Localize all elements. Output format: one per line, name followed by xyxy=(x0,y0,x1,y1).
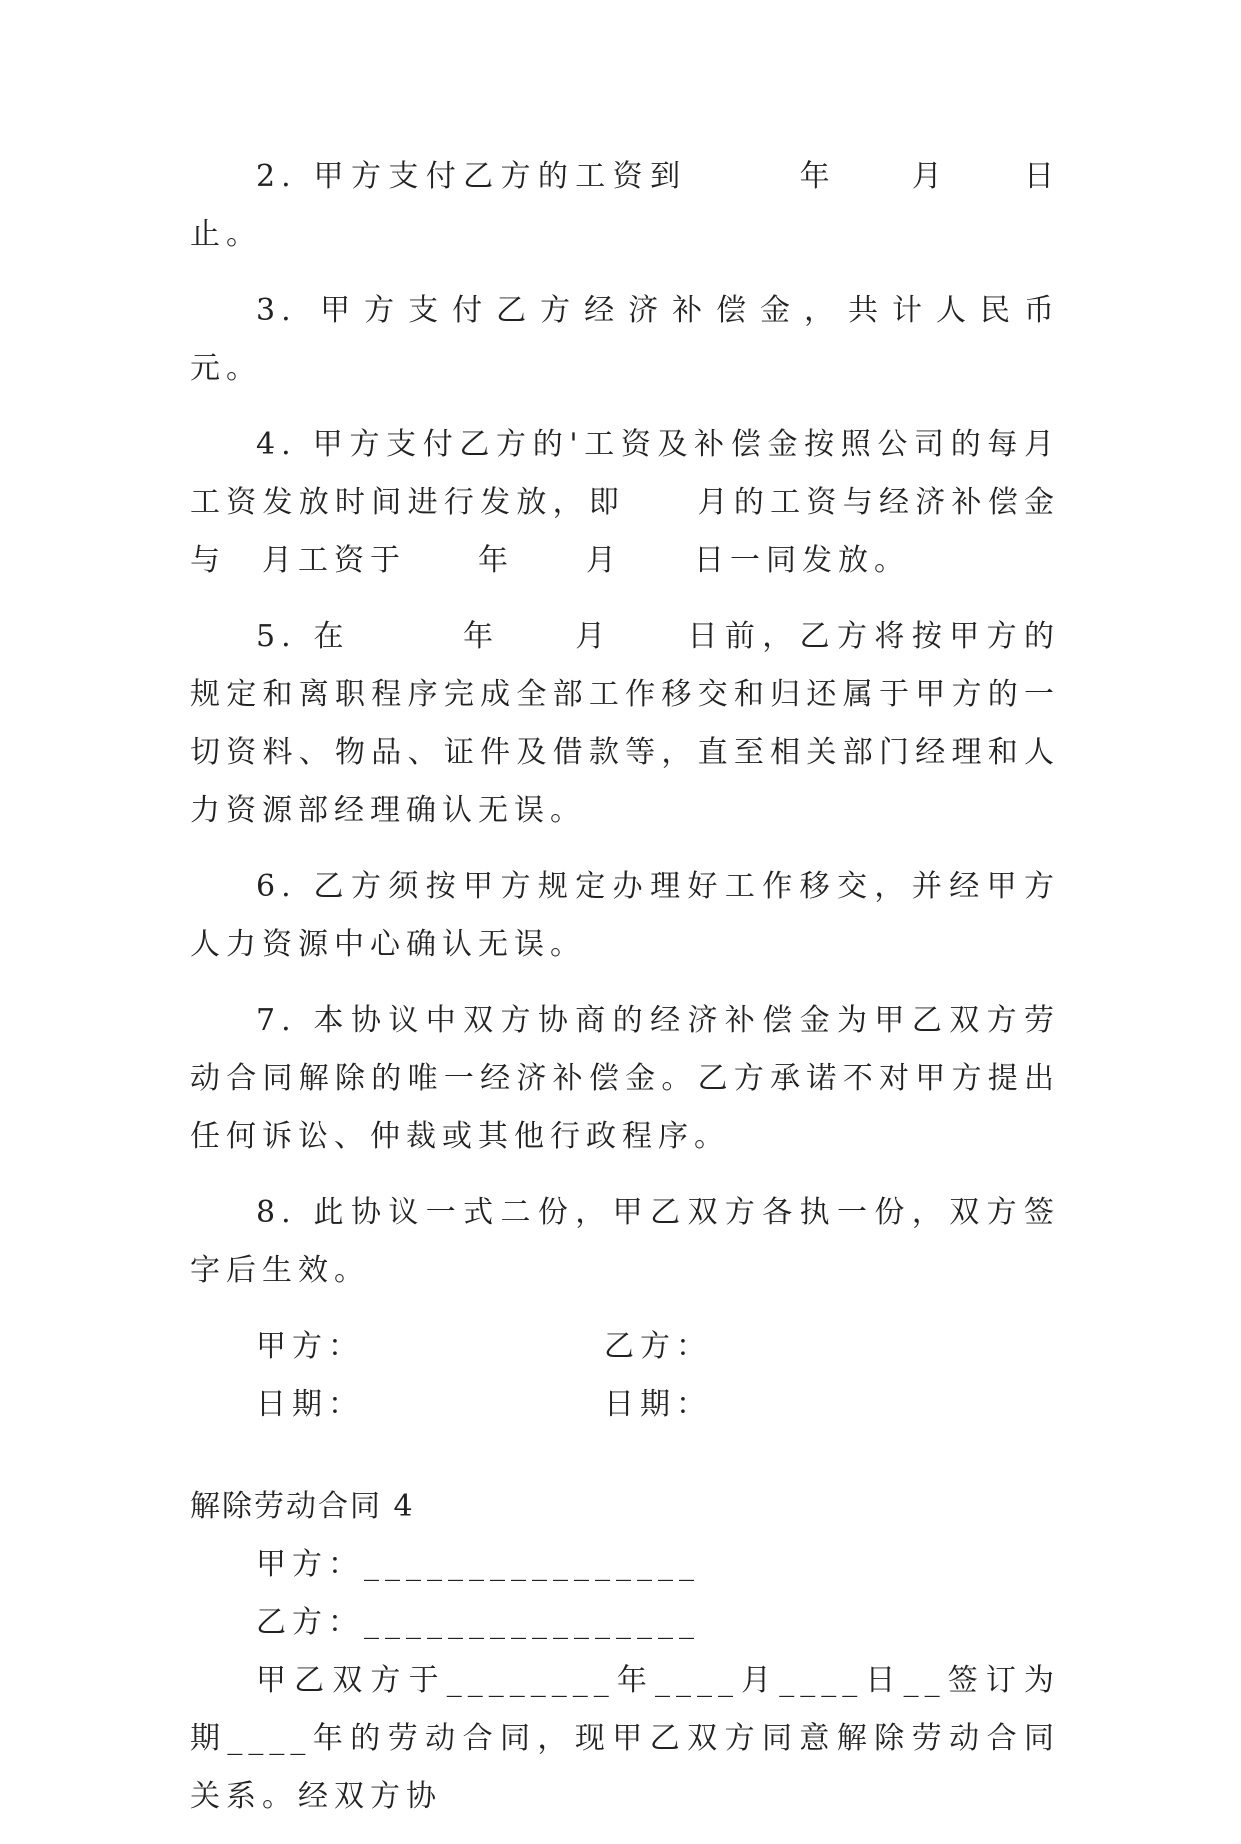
party-a-date-label: 日期： xyxy=(256,1387,364,1422)
section-intro: 甲乙双方于________年____月____日__签订为期____年的劳动合同，现甲乙双方同意解除劳动合同关系。经双方协 xyxy=(190,1663,1060,1814)
clause-3: 3. 甲方支付乙方经济补偿金，共计人民币 元。 xyxy=(190,293,1168,386)
clause-6: 6. 乙方须按甲方规定办理好工作移交，并经甲方人力资源中心确认无误。 xyxy=(190,869,1060,962)
section-spacer xyxy=(190,1434,1060,1478)
clause-2: 2. 甲方支付乙方的工资到 年 月 日止。 xyxy=(190,159,1060,252)
clause-5: 5. 在 年 月 日前，乙方将按甲方的规定和离职程序完成全部工作移交和归还属于甲方的一切资料、物品、证件及借款等，直至相关部门经理和人力资源部经理确认无误。 xyxy=(190,619,1060,828)
section-title: 解除劳动合同 4 xyxy=(190,1489,415,1524)
clause-7: 7. 本协议中双方协商的经济补偿金为甲乙双方劳动合同解除的唯一经济补偿金。乙方承诺不对甲方提出任何诉讼、仲裁或其他行政程序。 xyxy=(190,1003,1060,1154)
clause-4: 4. 甲方支付乙方的'工资及补偿金按照公司的每月工资发放时间进行发放，即 月的工资与经济补偿金与 月工资于 年 月 日一同发放。 xyxy=(190,427,1060,578)
clause-8: 8. 此协议一式二份，甲乙双方各执一份，双方签字后生效。 xyxy=(190,1195,1060,1288)
party-a-signature-label: 甲方： xyxy=(256,1329,364,1364)
party-a-line: 甲方：________________ xyxy=(256,1547,700,1582)
document-page xyxy=(190,148,1168,1844)
signature-row-dates xyxy=(256,1376,1060,1434)
party-b-date-label: 日期： xyxy=(604,1387,712,1422)
party-b-line: 乙方：________________ xyxy=(256,1605,700,1640)
signature-row-parties xyxy=(256,1318,1060,1376)
party-b-signature-label: 乙方： xyxy=(604,1329,712,1364)
